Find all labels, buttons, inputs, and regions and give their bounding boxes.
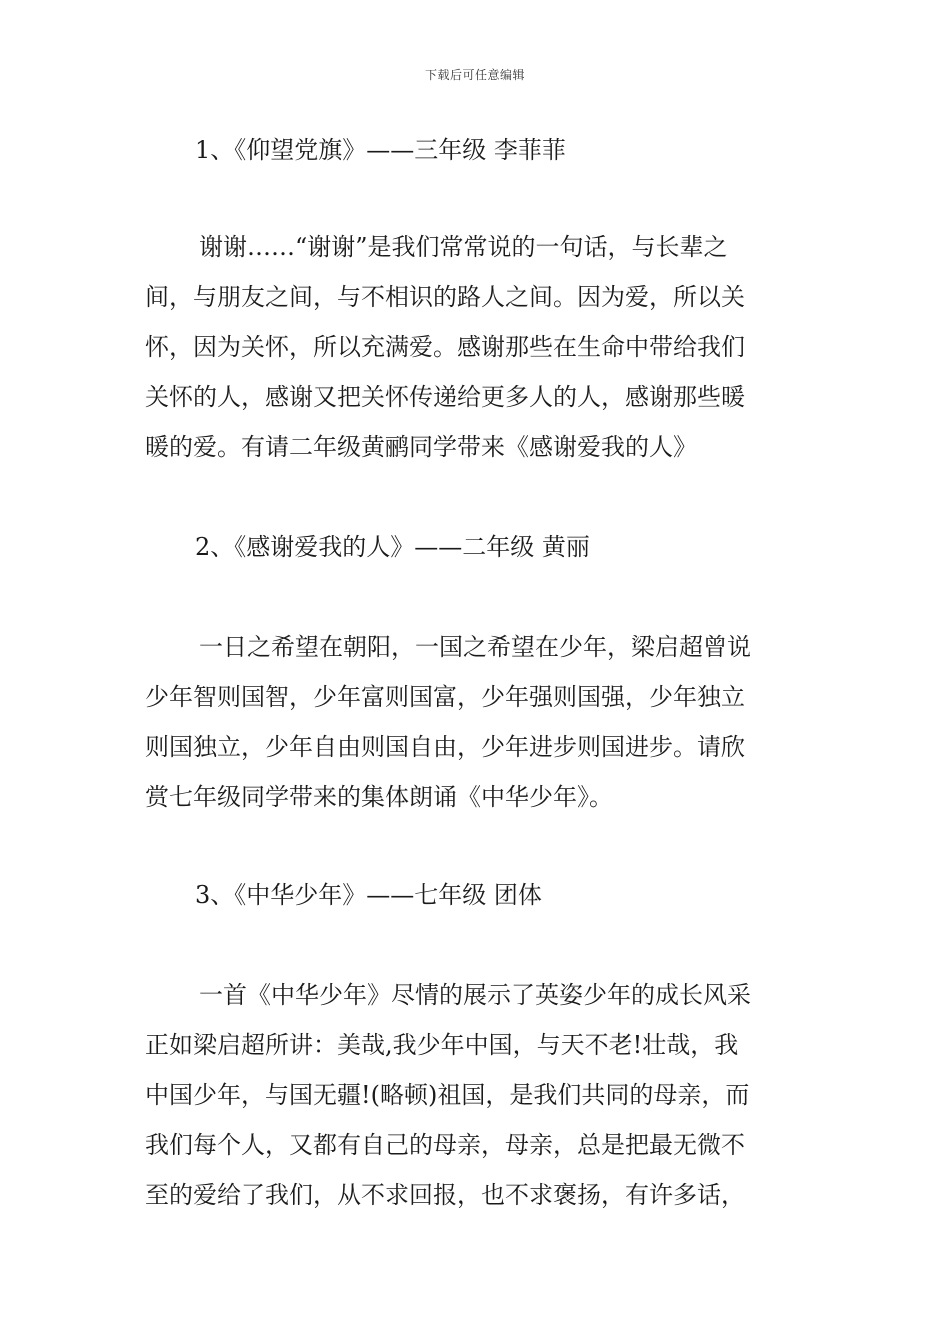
paragraph-line: 则国独立，少年自由则国自由，少年进步则国进步。请欣 [145,733,745,761]
paragraph-line: 少年智则国智，少年富则国富，少年强则国强，少年独立 [145,683,745,711]
paragraph-3 [145,970,815,1220]
paragraph-line: 至的爱给了我们，从不求回报，也不求褒扬，有许多话， [145,1181,745,1209]
section-heading-1: 1、《仰望党旗》——三年级 李菲菲 [195,136,566,164]
paragraph-line: 间，与朋友之间，与不相识的路人之间。因为爱，所以关 [145,283,745,311]
paragraph-line: 暖的爱。有请二年级黄鹂同学带来《感谢爱我的人》 [145,433,697,461]
paragraph-line: 谢谢……“谢谢”是我们常常说的一句话，与长辈之 [199,233,728,261]
paragraph-line: 中国少年，与国无疆!(略顿)祖国，是我们共同的母亲，而 [145,1081,750,1109]
paragraph-line: 一首《中华少年》尽情的展示了英姿少年的成长风采 [199,981,751,1009]
paragraph-line: 一日之希望在朝阳，一国之希望在少年，梁启超曾说 [199,633,751,661]
paragraph-line: 正如梁启超所讲：美哉,我少年中国，与天不老!壮哉，我 [145,1031,739,1059]
paragraph-line: 关怀的人，感谢又把关怀传递给更多人的人，感谢那些暖 [145,383,745,411]
section-heading-3: 3、《中华少年》——七年级 团体 [195,881,542,909]
paragraph-line: 我们每个人，又都有自己的母亲，母亲，总是把最无微不 [145,1131,745,1159]
section-heading-2: 2、《感谢爱我的人》——二年级 黄丽 [195,533,590,561]
paragraph-line: 赏七年级同学带来的集体朗诵《中华少年》。 [145,783,613,811]
paragraph-2 [145,622,815,822]
paragraph-1 [145,222,815,472]
paragraph-line: 怀，因为关怀，所以充满爱。感谢那些在生命中带给我们 [145,333,745,361]
header-note: 下载后可任意编辑 [424,68,525,82]
